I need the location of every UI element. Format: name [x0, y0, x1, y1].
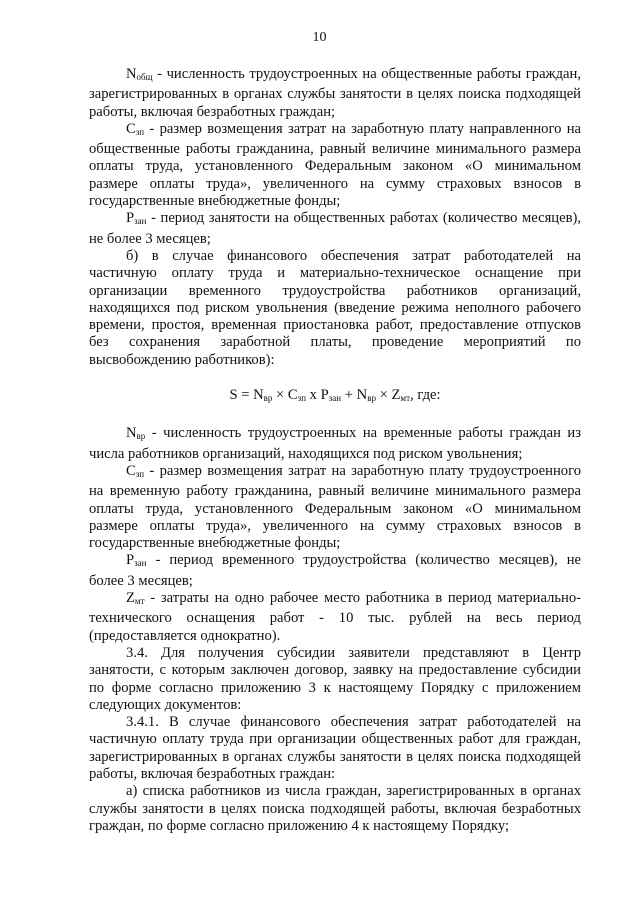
paragraph: $С_{зп}$ - размер возмещения затрат на заработную плату трудоустроенного на временную работу гражданина, равный величине минимального размера оплаты труда, установленного Федеральным законом «О минимальном размере оплаты труда», увеличенного на сумму страховых взносов в государственные внебюджетные фонды;: [89, 462, 581, 552]
paragraph: 3.4.1. В случае финансового обеспечения затрат работодателей на частичную оплату труда при организации общественных работ для граждан, зарегистрированных в органах службы занятости в целях поиска подходящей работы, включая безработных граждан:: [89, 714, 581, 782]
paragraph: б) в случае финансового обеспечения затрат работодателей на частичную оплату труда и материально-техническое оснащение при организации временного трудоустройства работников организаций, находящихся под риском увольнения (введение режима неполного рабочего времени, простоя, временная приостановка работ, предоставление отпусков без сохранения заработной платы, проведение мероприятий по высвобождению работников):: [89, 247, 581, 368]
paragraph: а) списка работников из числа граждан, зарегистрированных в органах службы занятости в целях поиска подходящей работы, включая безработных граждан, по форме согласно приложению 4 к настоящему Порядку;: [89, 783, 581, 834]
document-body: [89, 66, 581, 835]
paragraph: $N_{общ}$ - численность трудоустроенных на общественные работы граждан, зарегистрированных в органах службы занятости в целях поиска подходящей работы, включая безработных граждан;: [89, 66, 581, 120]
paragraph: $N_{вр}$ - численность трудоустроенных на временные работы граждан из числа работников организаций, находящихся под риском увольнения;: [89, 425, 581, 462]
paragraph: $С_{зп}$ - размер возмещения затрат на заработную плату направленного на общественные работы гражданина, равный величине минимального размера оплаты труда, установленного Федеральным законом «О минимальном размере оплаты труда», увеличенного на сумму страховых взносов в государственные внебюджетные фонды;: [89, 120, 581, 210]
paragraph: $Z_{мт}$ - затраты на одно рабочее место работника в период материально-технического оснащения работ - 10 тыс. рублей на весь период (предоставляется однократно).: [89, 590, 581, 644]
paragraph: $Р_{зан}$ - период временного трудоустройства (количество месяцев), не более 3 месяцев;: [89, 552, 581, 589]
paragraph: 3.4. Для получения субсидии заявители представляют в Центр занятости, с которым заключен договор, заявку на предоставление субсидии по форме согласно приложению 3 к настоящему Порядку с приложением следующих документов:: [89, 644, 581, 713]
paragraph: $Р_{зан}$ - период занятости на общественных работах (количество месяцев), не более 3 месяцев;: [89, 210, 581, 247]
formula: $S = N_{вр} \times С_{зп}$ x $Р_{зан} + N_{вр} \times Z_{мт}$, где:: [229, 387, 441, 404]
page-number: 10: [312, 30, 327, 45]
